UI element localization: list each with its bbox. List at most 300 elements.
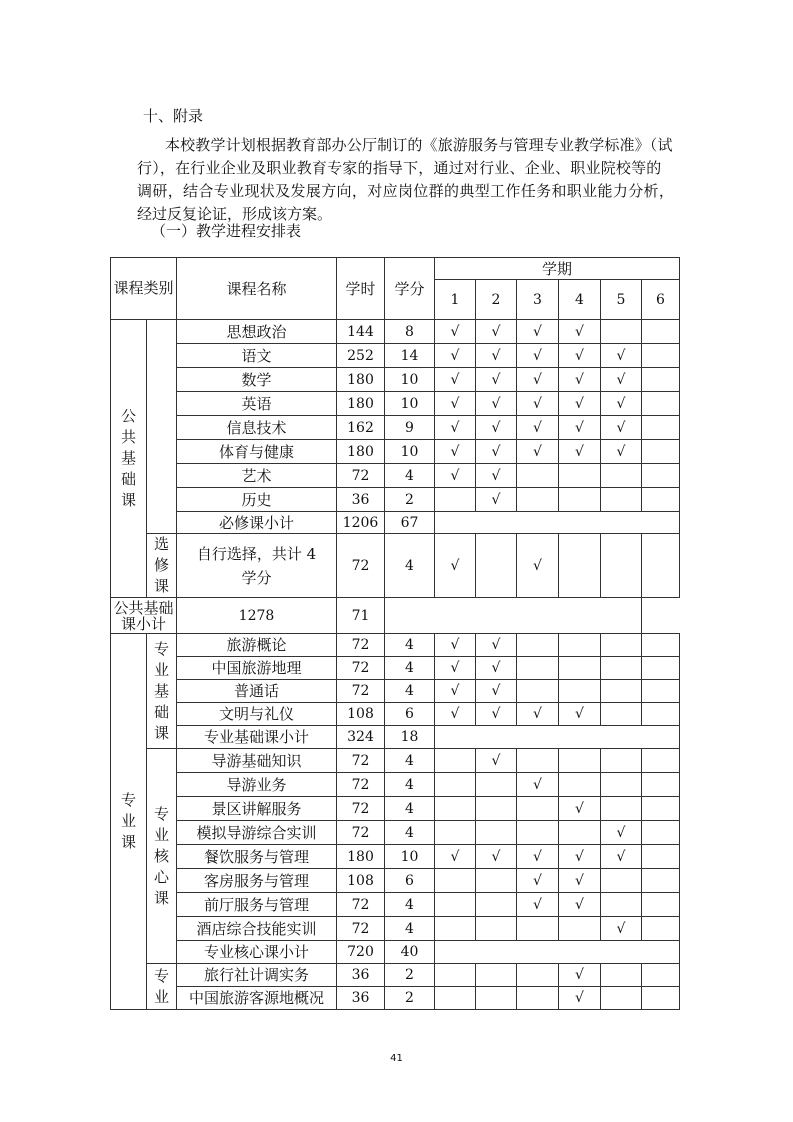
- check-mark: √: [575, 419, 584, 436]
- semester-check-cell: [435, 773, 476, 797]
- subtotal-semester-blank: [385, 598, 642, 634]
- semester-check-cell: [476, 488, 517, 512]
- check-mark: √: [533, 419, 542, 436]
- semester-check-cell: [476, 657, 517, 680]
- course-credits: 6: [385, 869, 435, 893]
- semester-check-cell: [517, 634, 559, 657]
- course-name: 自行选择，共计 4 学分: [177, 534, 337, 598]
- semester-check-cell: [517, 464, 559, 488]
- course-hours: 72: [337, 464, 385, 488]
- semester-check-cell: [476, 416, 517, 440]
- semester-check-cell: [601, 749, 642, 773]
- semester-check-cell: [559, 320, 601, 344]
- semester-check-cell: [476, 392, 517, 416]
- course-name: 旅行社计调实务: [177, 964, 337, 987]
- semester-check-cell: [559, 344, 601, 368]
- semester-check-cell: [559, 773, 601, 797]
- semester-check-cell: [476, 917, 517, 941]
- course-credits: 4: [385, 797, 435, 821]
- semester-check-cell: [476, 821, 517, 845]
- semester-check-cell: [642, 416, 680, 440]
- course-name: 客房服务与管理: [177, 869, 337, 893]
- course-hours: 36: [337, 987, 385, 1010]
- semester-check-cell: [476, 749, 517, 773]
- semester-check-cell: [642, 680, 680, 703]
- semester-check-cell: [601, 703, 642, 726]
- check-mark: √: [491, 660, 501, 676]
- table-row: [111, 749, 680, 773]
- course-hours: 720: [337, 941, 385, 964]
- table-row: [111, 893, 680, 917]
- subtotal-label: 专业基础课小计: [177, 726, 337, 749]
- semester-header-cell: 4: [559, 280, 601, 320]
- semester-check-cell: [642, 917, 680, 941]
- semester-check-cell: [601, 657, 642, 680]
- course-credits: 2: [385, 964, 435, 987]
- check-mark: √: [491, 752, 501, 769]
- check-mark: √: [575, 347, 584, 364]
- semester-check-cell: [435, 368, 476, 392]
- semester-check-cell: [559, 964, 601, 987]
- semester-check-cell: [559, 821, 601, 845]
- semester-check-cell: [559, 917, 601, 941]
- semester-check-cell: [642, 821, 680, 845]
- course-hours: 162: [337, 416, 385, 440]
- course-credits: 14: [385, 344, 435, 368]
- header-credits: 学分: [385, 258, 435, 320]
- semester-check-cell: [476, 344, 517, 368]
- check-mark: √: [450, 848, 460, 865]
- check-mark: √: [575, 896, 584, 913]
- semester-check-cell: [435, 821, 476, 845]
- check-mark: √: [450, 683, 460, 699]
- semester-check-cell: [601, 634, 642, 657]
- check-mark: √: [533, 872, 542, 889]
- course-hours: 72: [337, 773, 385, 797]
- table-row: [111, 703, 680, 726]
- course-credits: 10: [385, 368, 435, 392]
- semester-check-cell: [559, 749, 601, 773]
- course-hours: 1278: [177, 598, 337, 634]
- semester-check-cell: [476, 440, 517, 464]
- check-mark: √: [491, 347, 501, 364]
- semester-check-cell: [476, 987, 517, 1010]
- semester-check-cell: [601, 680, 642, 703]
- teaching-schedule-table: [110, 257, 680, 1010]
- course-hours: 72: [337, 634, 385, 657]
- course-hours: 72: [337, 680, 385, 703]
- course-name: 景区讲解服务: [177, 797, 337, 821]
- check-mark: √: [491, 637, 501, 653]
- intro-line-4: 经过反复论证，形成该方案。: [137, 205, 333, 223]
- header-semester: 学期: [435, 258, 680, 280]
- table-row: [111, 964, 680, 987]
- course-name: 文明与礼仪: [177, 703, 337, 726]
- course-name: 艺术: [177, 464, 337, 488]
- check-mark: √: [533, 776, 542, 793]
- table-row: [111, 680, 680, 703]
- check-mark: √: [533, 347, 542, 364]
- course-hours: 72: [337, 917, 385, 941]
- course-name: 信息技术: [177, 416, 337, 440]
- check-mark: √: [491, 395, 501, 412]
- course-name: 餐饮服务与管理: [177, 845, 337, 869]
- semester-check-cell: [435, 464, 476, 488]
- semester-check-cell: [435, 749, 476, 773]
- semester-check-cell: [601, 344, 642, 368]
- semester-check-cell: [642, 987, 680, 1010]
- check-mark: √: [575, 371, 584, 388]
- semester-header-cell: 3: [517, 280, 559, 320]
- check-mark: √: [616, 347, 626, 364]
- category-public-basic: 公 共 基 础 课: [111, 320, 147, 598]
- check-mark: √: [450, 557, 460, 574]
- semester-header-cell: 2: [476, 280, 517, 320]
- check-mark: √: [616, 848, 626, 865]
- semester-check-cell: [517, 773, 559, 797]
- check-mark: √: [616, 824, 626, 841]
- course-name: 导游业务: [177, 773, 337, 797]
- course-name: 语文: [177, 344, 337, 368]
- semester-check-cell: [435, 987, 476, 1010]
- category-major: 专 业 课: [111, 634, 147, 1010]
- check-mark: √: [575, 395, 584, 412]
- semester-header-cell: 5: [601, 280, 642, 320]
- semester-check-cell: [559, 634, 601, 657]
- semester-check-cell: [476, 464, 517, 488]
- table-row: [111, 464, 680, 488]
- semester-check-cell: [517, 344, 559, 368]
- course-name: 普通话: [177, 680, 337, 703]
- check-mark: √: [575, 967, 584, 983]
- semester-check-cell: [559, 893, 601, 917]
- course-hours: 108: [337, 869, 385, 893]
- semester-header-cell: 1: [435, 280, 476, 320]
- semester-check-cell: [517, 680, 559, 703]
- semester-check-cell: [517, 964, 559, 987]
- course-name: 英语: [177, 392, 337, 416]
- semester-check-cell: [517, 703, 559, 726]
- course-credits: 4: [385, 821, 435, 845]
- course-name: 旅游概论: [177, 634, 337, 657]
- semester-check-cell: [601, 845, 642, 869]
- semester-check-cell: [642, 344, 680, 368]
- course-credits: 6: [385, 703, 435, 726]
- semester-check-cell: [476, 320, 517, 344]
- semester-check-cell: [435, 634, 476, 657]
- header-hours: 学时: [337, 258, 385, 320]
- semester-check-cell: [476, 845, 517, 869]
- semester-check-cell: [476, 869, 517, 893]
- semester-check-cell: [435, 680, 476, 703]
- course-hours: 1206: [337, 512, 385, 534]
- check-mark: √: [491, 419, 501, 436]
- semester-check-cell: [601, 416, 642, 440]
- header-category: 课程类别: [111, 258, 177, 320]
- semester-check-cell: [559, 464, 601, 488]
- semester-check-cell: [642, 634, 680, 657]
- semester-check-cell: [559, 657, 601, 680]
- check-mark: √: [491, 491, 501, 508]
- check-mark: √: [450, 467, 460, 484]
- table-row: [111, 845, 680, 869]
- check-mark: √: [450, 419, 460, 436]
- semester-check-cell: [517, 416, 559, 440]
- semester-check-cell: [517, 821, 559, 845]
- table-row: [111, 392, 680, 416]
- semester-check-cell: [435, 893, 476, 917]
- semester-check-cell: [642, 464, 680, 488]
- semester-check-cell: [517, 392, 559, 416]
- table-row: [111, 440, 680, 464]
- course-credits: 4: [385, 893, 435, 917]
- intro-line-3: 调研，结合专业现状及发展方向，对应岗位群的典型工作任务和职业能力分析，: [137, 182, 675, 200]
- course-name: 模拟导游综合实训: [177, 821, 337, 845]
- table-row: [111, 368, 680, 392]
- table-row: [111, 917, 680, 941]
- semester-check-cell: [435, 488, 476, 512]
- table-row: [111, 488, 680, 512]
- semester-check-cell: [601, 893, 642, 917]
- check-mark: √: [533, 323, 542, 340]
- course-hours: 36: [337, 964, 385, 987]
- semester-check-cell: [435, 392, 476, 416]
- course-hours: 252: [337, 344, 385, 368]
- check-mark: √: [491, 683, 501, 699]
- semester-check-cell: [435, 657, 476, 680]
- check-mark: √: [533, 395, 542, 412]
- course-credits: 18: [385, 726, 435, 749]
- table-row: [111, 598, 680, 634]
- semester-check-cell: [517, 368, 559, 392]
- semester-check-cell: [517, 440, 559, 464]
- semester-check-cell: [559, 368, 601, 392]
- semester-check-cell: [601, 797, 642, 821]
- semester-check-cell: [601, 821, 642, 845]
- category-elective: 选 修 课: [147, 534, 177, 598]
- semester-check-cell: [559, 680, 601, 703]
- semester-check-cell: [476, 797, 517, 821]
- semester-check-cell: [476, 893, 517, 917]
- table-row: [111, 534, 680, 598]
- semester-check-cell: [601, 440, 642, 464]
- course-name: 体育与健康: [177, 440, 337, 464]
- check-mark: √: [616, 920, 626, 937]
- check-mark: √: [533, 706, 542, 722]
- semester-check-cell: [435, 845, 476, 869]
- semester-check-cell: [435, 344, 476, 368]
- semester-check-cell: [435, 797, 476, 821]
- subtotal-semester-blank: [435, 941, 680, 964]
- semester-check-cell: [601, 534, 642, 598]
- table-row: [111, 773, 680, 797]
- check-mark: √: [575, 872, 584, 889]
- semester-check-cell: [517, 797, 559, 821]
- course-hours: 180: [337, 440, 385, 464]
- subtotal-label: 专业核心课小计: [177, 941, 337, 964]
- check-mark: √: [533, 443, 542, 460]
- semester-check-cell: [476, 773, 517, 797]
- semester-check-cell: [601, 964, 642, 987]
- semester-check-cell: [642, 703, 680, 726]
- semester-check-cell: [642, 869, 680, 893]
- check-mark: √: [491, 467, 501, 484]
- intro-line-1: 本校教学计划根据教育部办公厅制订的《旅游服务与管理专业教学标准》（试: [165, 136, 673, 154]
- semester-check-cell: [642, 964, 680, 987]
- course-credits: 4: [385, 917, 435, 941]
- check-mark: √: [575, 800, 584, 817]
- semester-check-cell: [601, 464, 642, 488]
- course-credits: 2: [385, 987, 435, 1010]
- semester-check-cell: [642, 368, 680, 392]
- check-mark: √: [450, 706, 460, 722]
- table-row: [111, 869, 680, 893]
- table-row: [111, 634, 680, 657]
- course-name: 前厅服务与管理: [177, 893, 337, 917]
- check-mark: √: [575, 323, 584, 340]
- course-credits: 4: [385, 680, 435, 703]
- check-mark: √: [575, 443, 584, 460]
- course-credits: 4: [385, 773, 435, 797]
- course-name: 思想政治: [177, 320, 337, 344]
- check-mark: √: [533, 371, 542, 388]
- course-credits: 67: [385, 512, 435, 534]
- course-hours: 72: [337, 797, 385, 821]
- course-credits: 8: [385, 320, 435, 344]
- course-hours: 324: [337, 726, 385, 749]
- table-row: [111, 416, 680, 440]
- table-row: [111, 797, 680, 821]
- semester-check-cell: [517, 917, 559, 941]
- table-row: [111, 987, 680, 1010]
- header-course-name: 课程名称: [177, 258, 337, 320]
- course-credits: 9: [385, 416, 435, 440]
- course-credits: 4: [385, 534, 435, 598]
- course-hours: 72: [337, 749, 385, 773]
- semester-header-cell: 6: [642, 280, 680, 320]
- course-name: 数学: [177, 368, 337, 392]
- semester-check-cell: [476, 368, 517, 392]
- check-mark: √: [616, 395, 626, 412]
- semester-check-cell: [642, 440, 680, 464]
- table-row: [111, 657, 680, 680]
- semester-check-cell: [476, 703, 517, 726]
- semester-check-cell: [517, 845, 559, 869]
- semester-check-cell: [642, 534, 680, 598]
- semester-check-cell: [559, 987, 601, 1010]
- section-heading: 十、附录: [143, 107, 204, 125]
- course-hours: 72: [337, 893, 385, 917]
- table-row: [111, 320, 680, 344]
- course-credits: 4: [385, 634, 435, 657]
- course-name: 历史: [177, 488, 337, 512]
- check-mark: √: [575, 848, 584, 865]
- check-mark: √: [491, 706, 501, 722]
- check-mark: √: [450, 443, 460, 460]
- check-mark: √: [533, 896, 542, 913]
- course-hours: 72: [337, 821, 385, 845]
- course-credits: 10: [385, 392, 435, 416]
- semester-check-cell: [601, 392, 642, 416]
- semester-check-cell: [435, 917, 476, 941]
- check-mark: √: [616, 419, 626, 436]
- semester-check-cell: [559, 488, 601, 512]
- course-hours: 36: [337, 488, 385, 512]
- check-mark: √: [450, 323, 460, 340]
- table-row: [111, 941, 680, 964]
- semester-check-cell: [559, 797, 601, 821]
- semester-check-cell: [559, 845, 601, 869]
- semester-check-cell: [517, 987, 559, 1010]
- semester-check-cell: [559, 869, 601, 893]
- check-mark: √: [491, 848, 501, 865]
- semester-check-cell: [642, 749, 680, 773]
- subtotal-semester-blank: [435, 512, 680, 534]
- semester-check-cell: [435, 416, 476, 440]
- semester-check-cell: [435, 869, 476, 893]
- semester-check-cell: [601, 987, 642, 1010]
- course-hours: 72: [337, 657, 385, 680]
- semester-check-cell: [601, 488, 642, 512]
- semester-check-cell: [642, 488, 680, 512]
- course-credits: 40: [385, 941, 435, 964]
- category-major-ext: 专 业: [147, 964, 177, 1010]
- semester-check-cell: [642, 392, 680, 416]
- course-credits: 4: [385, 749, 435, 773]
- course-hours: 180: [337, 368, 385, 392]
- check-mark: √: [450, 395, 460, 412]
- subtotal-label: 公共基础课小计: [111, 598, 177, 634]
- semester-check-cell: [642, 320, 680, 344]
- course-hours: 72: [337, 534, 385, 598]
- semester-check-cell: [517, 893, 559, 917]
- semester-check-cell: [642, 657, 680, 680]
- course-hours: 180: [337, 392, 385, 416]
- table-row: [111, 344, 680, 368]
- semester-check-cell: [601, 869, 642, 893]
- check-mark: √: [616, 371, 626, 388]
- table-row: [111, 512, 680, 534]
- semester-check-cell: [476, 680, 517, 703]
- check-mark: √: [491, 323, 501, 340]
- course-name: 酒店综合技能实训: [177, 917, 337, 941]
- semester-check-cell: [642, 893, 680, 917]
- semester-check-cell: [435, 534, 476, 598]
- course-credits: 4: [385, 657, 435, 680]
- semester-check-cell: [559, 703, 601, 726]
- course-hours: 108: [337, 703, 385, 726]
- course-credits: 2: [385, 488, 435, 512]
- semester-check-cell: [601, 917, 642, 941]
- course-credits: 10: [385, 845, 435, 869]
- subtotal-label: 必修课小计: [177, 512, 337, 534]
- semester-check-cell: [476, 534, 517, 598]
- category-spacer: [147, 320, 177, 534]
- check-mark: √: [450, 347, 460, 364]
- table-row: [111, 821, 680, 845]
- semester-check-cell: [435, 703, 476, 726]
- semester-check-cell: [435, 964, 476, 987]
- course-credits: 71: [337, 598, 385, 634]
- semester-check-cell: [476, 964, 517, 987]
- course-name: 中国旅游地理: [177, 657, 337, 680]
- semester-check-cell: [476, 634, 517, 657]
- check-mark: √: [575, 990, 584, 1006]
- course-hours: 144: [337, 320, 385, 344]
- semester-check-cell: [517, 488, 559, 512]
- course-name: 中国旅游客源地概况: [177, 987, 337, 1010]
- check-mark: √: [450, 371, 460, 388]
